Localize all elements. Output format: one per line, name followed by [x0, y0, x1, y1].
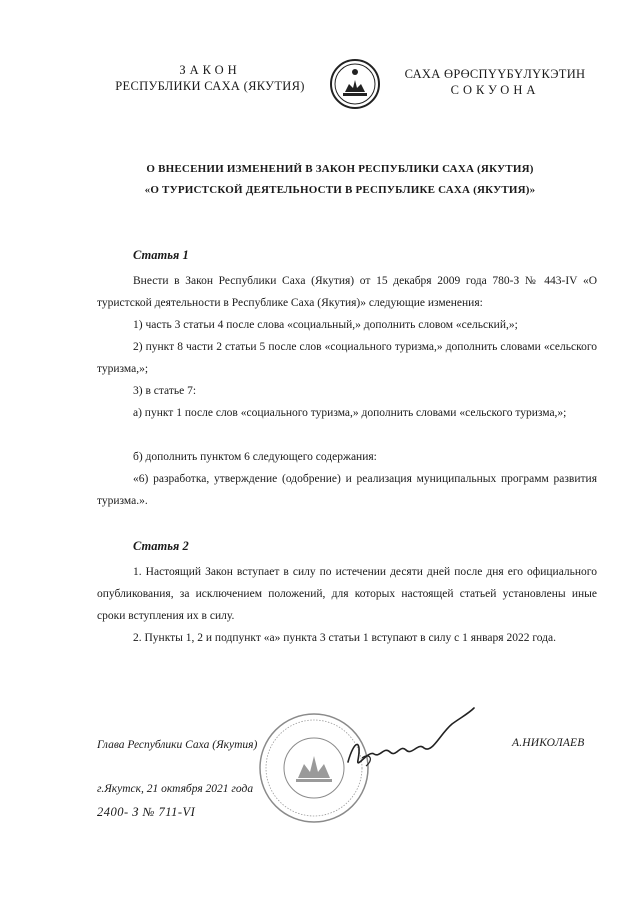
article2-paragraph1: 1. Настоящий Закон вступает в силу по истечении десяти дней после дня его официального опубликования, за исключением положений, для которых настоящей статьей установлены иные сроки вступления их в силу.: [97, 566, 597, 622]
article1-paragraph1: Внести в Закон Республики Саха (Якутия) от 15 декабря 2009 года 780-З № 443-IV «О туристской деятельности в Республике Саха (Якутия)» следующие изменения:: [97, 275, 597, 309]
coat-of-arms-icon: [329, 58, 381, 110]
article1-paragraph4: 3) в статье 7:: [133, 385, 197, 397]
article1-heading: Статья 1: [133, 248, 189, 262]
article1-paragraph5: а) пункт 1 после слов «социального туризма,» дополнить словами «сельского туризма,»;: [133, 407, 567, 419]
article2-heading: Статья 2: [133, 539, 189, 553]
article1-paragraph6: б) дополнить пунктом 6 следующего содержания:: [133, 451, 377, 463]
header-left: [100, 62, 320, 94]
article1-paragraph3: 2) пункт 8 части 2 статьи 5 после слов «социального туризма,» дополнить словами «сельского туризма,»;: [97, 341, 597, 375]
header-right-line1: САХА ӨРӨСПҮҮБҮЛҮКЭТИН: [404, 67, 586, 81]
signatory-position: Глава Республики Саха (Якутия): [97, 739, 258, 751]
document-title-line2: «О ТУРИСТСКОЙ ДЕЯТЕЛЬНОСТИ В РЕСПУБЛИКЕ САХА (ЯКУТИЯ)»: [144, 184, 536, 196]
article1-paragraph2: 1) часть 3 статьи 4 после слова «социальный,» дополнить словом «сельский,»;: [133, 319, 518, 331]
article2-paragraph2: 2. Пункты 1, 2 и подпункт «а» пункта 3 статьи 1 вступают в силу с 1 января 2022 года.: [133, 632, 557, 644]
place-and-date: г.Якутск, 21 октября 2021 года: [97, 783, 254, 795]
signatory-name: А.НИКОЛАЕВ: [512, 737, 585, 749]
header-left-line2: РЕСПУБЛИКИ САХА (ЯКУТИЯ): [115, 79, 305, 93]
registration-number: 2400- З № 711-VI: [97, 805, 196, 819]
document-title-line1: О ВНЕСЕНИИ ИЗМЕНЕНИЙ В ЗАКОН РЕСПУБЛИКИ САХА (ЯКУТИЯ): [146, 163, 534, 175]
header-right-line2: СОКУОНА: [450, 83, 540, 97]
handwritten-signature-icon: [340, 700, 480, 780]
article1-paragraph7: «6) разработка, утверждение (одобрение) и реализация муниципальных программ развития туризма.».: [97, 473, 597, 507]
header-right: [395, 66, 595, 98]
header-left-line1: ЗАКОН: [179, 63, 241, 77]
